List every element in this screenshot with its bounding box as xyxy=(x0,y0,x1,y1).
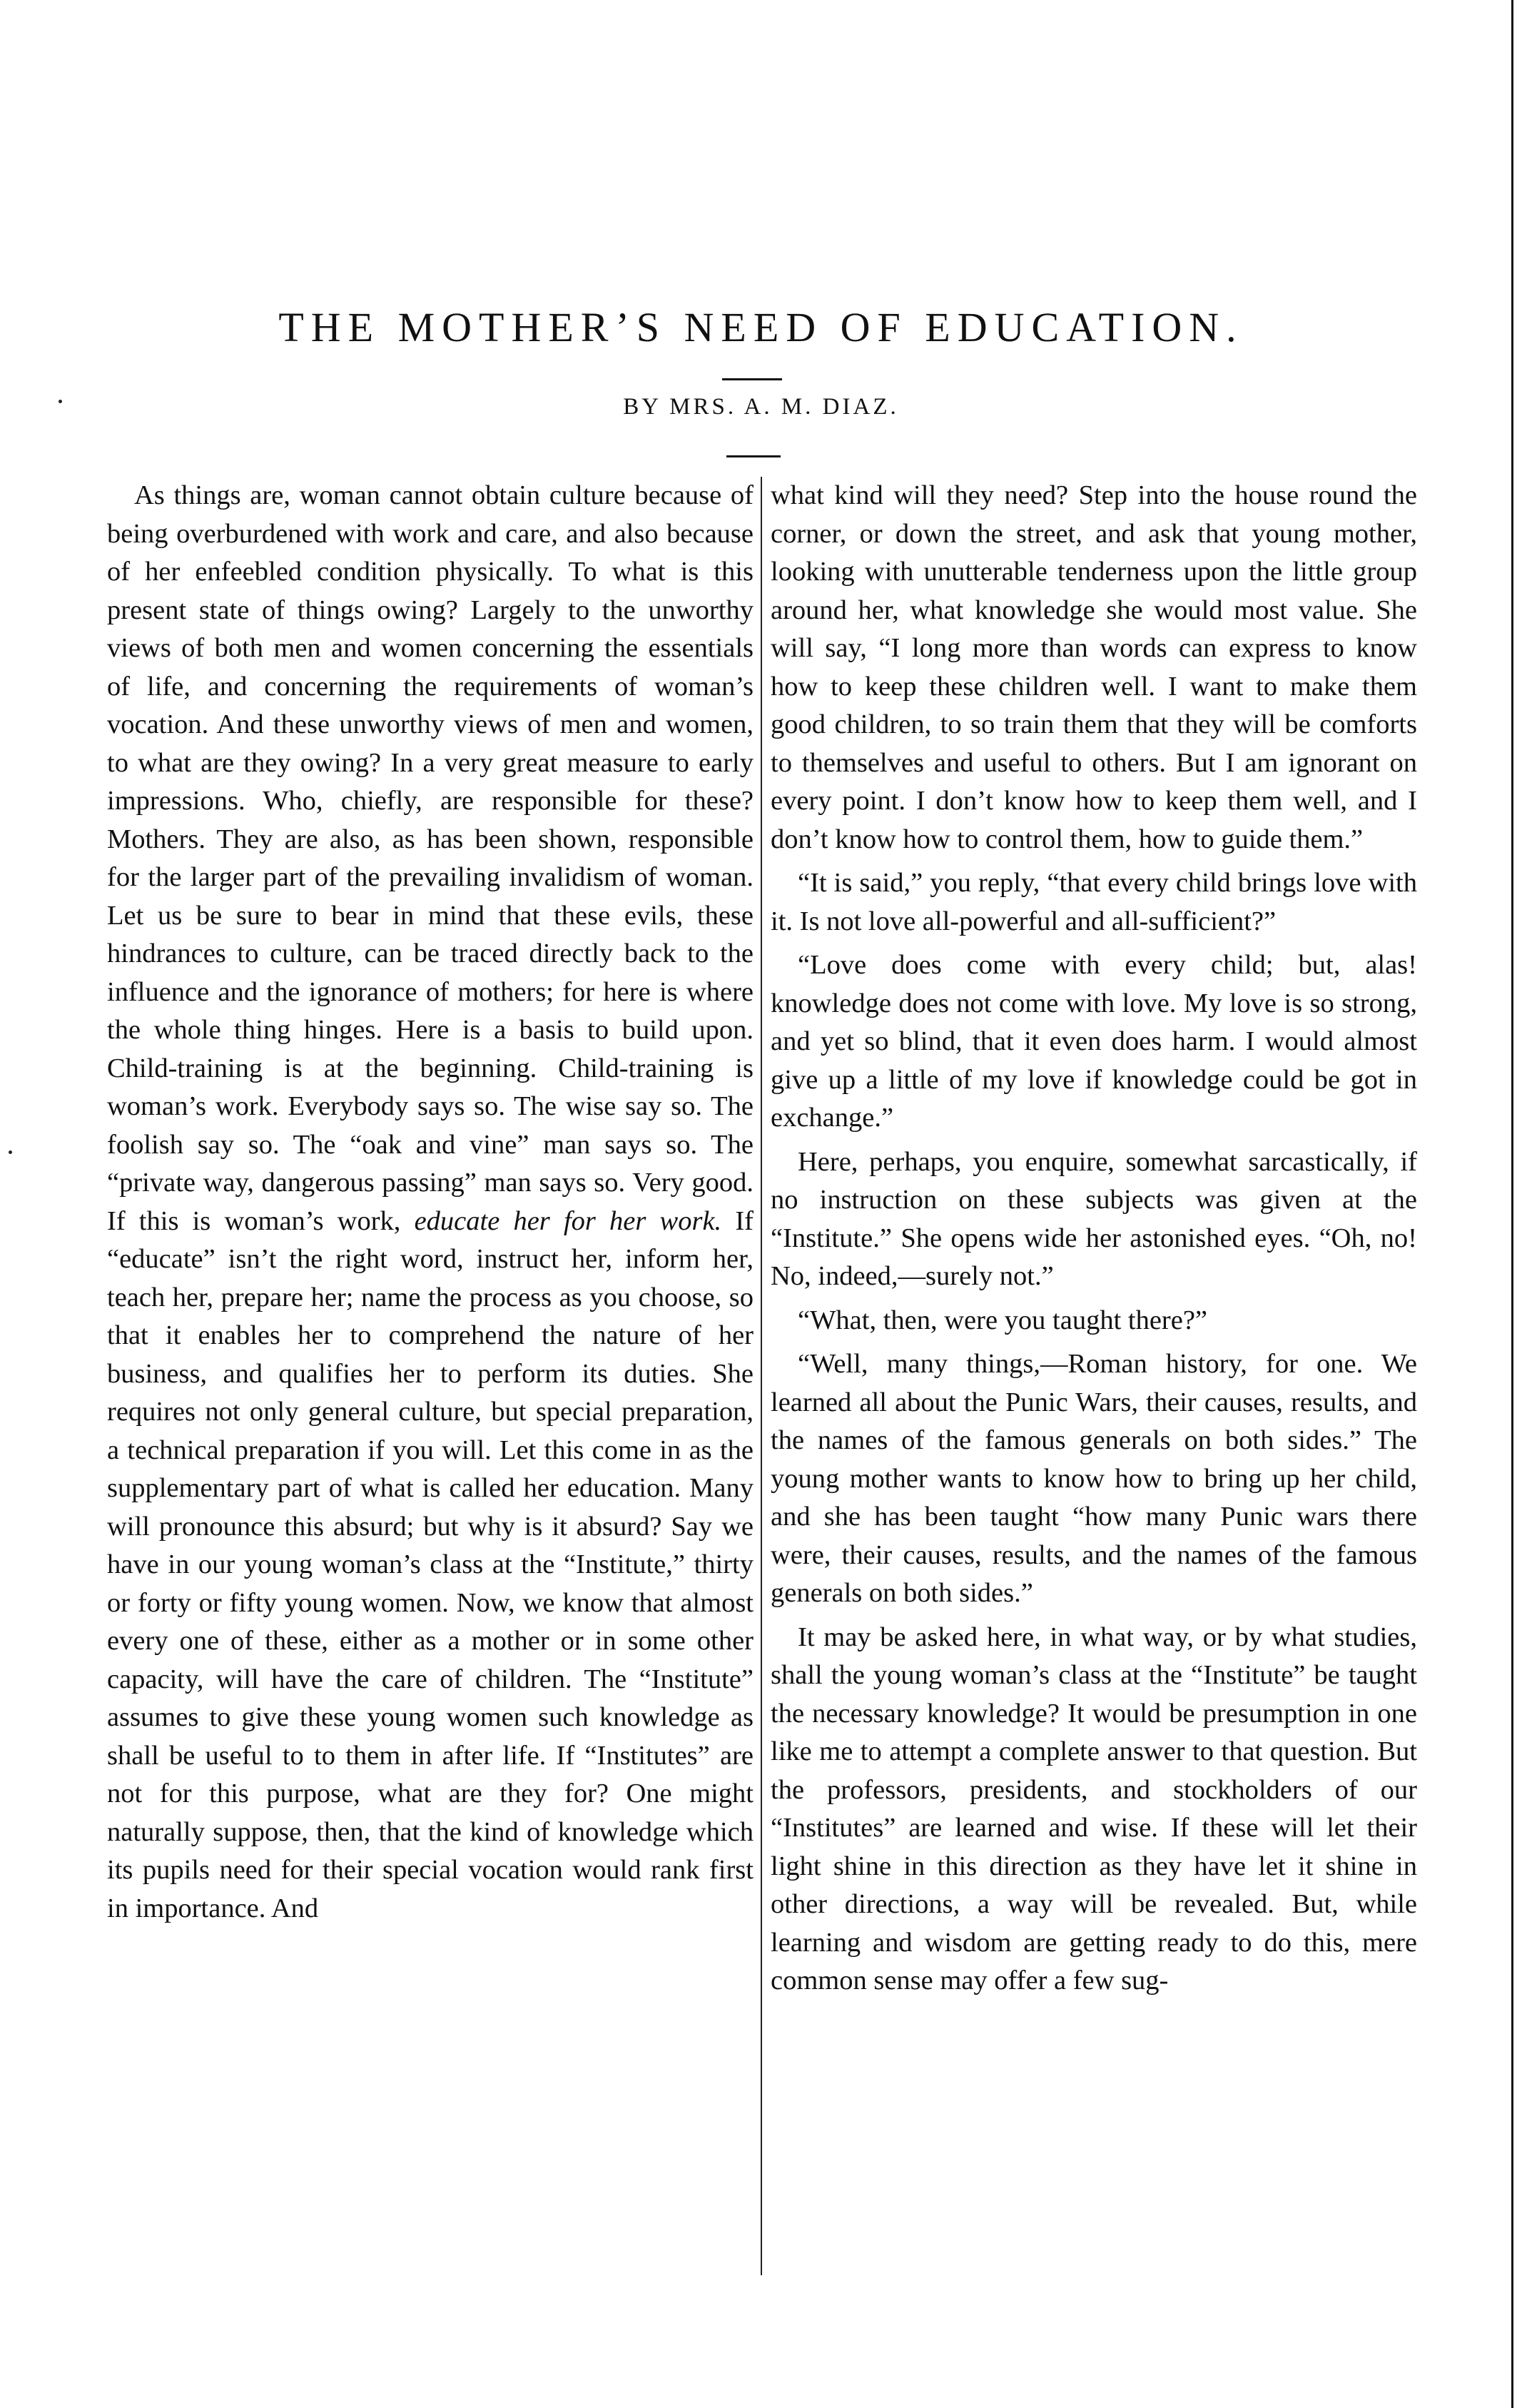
page-edge-rule xyxy=(1511,0,1513,2408)
paragraph-right-3: “Love does come with every child; but, alas! knowledge does not come with love. My love is so strong, and yet so blind, that it even does harm. I would almost give up a little of my love if knowledge could be got in exchange.” xyxy=(771,950,1417,1133)
paragraph-right-7: It may be asked here, in what way, or by what studies, shall the young woman’s class at the “Institute” be taught the necessary knowledge? It would be presumption in one like me to attempt a complete answer to that question. But the professors, presidents, and stockholders of our “Institutes” are learned and wise. If these will let their light shine in this direction as they have let it shine in other directions, a way will be revealed. But, while learning and wisdom are getting ready to do this, mere common sense may offer a few sug- xyxy=(771,1622,1417,1995)
paragraph-text: As things are, woman cannot obtain culture because of being overburdened with work and care, and also because of her enfeebled condition physically. To what is this present state of things owing? Largely to the unworthy views of both men and women concerning the essentials of life, and concerning the requirements of woman’s vocation. And these unworthy views of men and women, to what are they owing? In a very great measure to early impressions. Who, chiefly, are responsible for these? Mothers. They are also, as has been shown, responsible for the larger part of the prevailing invalidism of woman. Let us be sure to bear in mind that these evils, these hindrances to culture, can be traced directly back to the influence and the ignorance of mothers; for here is where the whole thing hinges. Here is a basis to build upon. Child-training is at the beginning. Child-training is woman’s work. Everybody says so. The wise say so. The foolish say so. The “oak and vine” man says so. The “private way, dangerous passing” man says so. Very good. If this is woman’s work, xyxy=(107,480,754,1236)
column-divider xyxy=(761,477,762,2275)
paragraph-right-5: “What, then, were you taught there?” xyxy=(798,1305,1208,1335)
left-column xyxy=(107,477,754,2275)
paragraph-left-1 xyxy=(107,477,754,1928)
paragraph-right-2: “It is said,” you reply, “that every child brings love with it. Is not love all-powerful and all-sufficient?” xyxy=(771,868,1417,936)
paragraph-right-6: “Well, many things,—Roman history, for one. We learned all about the Punic Wars, their causes, results, and the names of the famous generals on both sides.” The young mother wants to know how to bring up her child, and she has been taught “how many Punic wars there were, their causes, results, and the names of the famous generals on both sides.” xyxy=(771,1349,1417,1608)
paragraph-right-4: Here, perhaps, you enquire, somewhat sarcastically, if no instruction on these subjects was given at the “Institute.” She opens wide her astonished eyes. “Oh, no! No, indeed,—surely not.” xyxy=(771,1146,1417,1291)
title-rule xyxy=(722,378,782,380)
article-byline: BY MRS. A. M. DIAZ. xyxy=(623,394,899,420)
print-speck xyxy=(9,1150,12,1154)
article-title: THE MOTHER’S NEED OF EDUCATION. xyxy=(278,304,1244,350)
emphasis-text: educate her for her work. xyxy=(414,1205,722,1236)
right-column xyxy=(771,477,1417,2275)
paragraph-text: If “educate” isn’t the right word, instruct her, inform her, teach her, prepare her; name the process as you choose, so that it enables her to comprehend the nature of her business, and qualifies her to perform its duties. She requires not only general culture, but special preparation, a technical preparation if you will. Let this come in as the supplementary part of what is called her education. Many will pronounce this absurd; but why is it absurd? Say we have in our young woman’s class at the “Institute,” thirty or forty or fifty young women. Now, we know that almost every one of these, either as a mother or in some other capacity, will have the care of children. The “Institute” assumes to give these young women such knowledge as shall be useful to to them in after life. If “Institutes” are not for this purpose, what are they for? One might naturally suppose, then, that the kind of knowledge which its pupils need for their special vocation would rank first in importance. And xyxy=(107,1205,754,1923)
byline-rule xyxy=(726,455,781,457)
paragraph-right-1: what kind will they need? Step into the house round the corner, or down the street, and ask that young mother, looking with unutterable tenderness upon the little group around her, what knowledge she would most value. She will say, “I long more than words can express to know how to keep these children well. I want to make them good children, to so train them that they will be comforts to themselves and useful to others. But I am ignorant on every point. I don’t know how to keep them well, and I don’t know how to control them, how to guide them.” xyxy=(771,480,1417,854)
print-speck xyxy=(59,400,62,403)
